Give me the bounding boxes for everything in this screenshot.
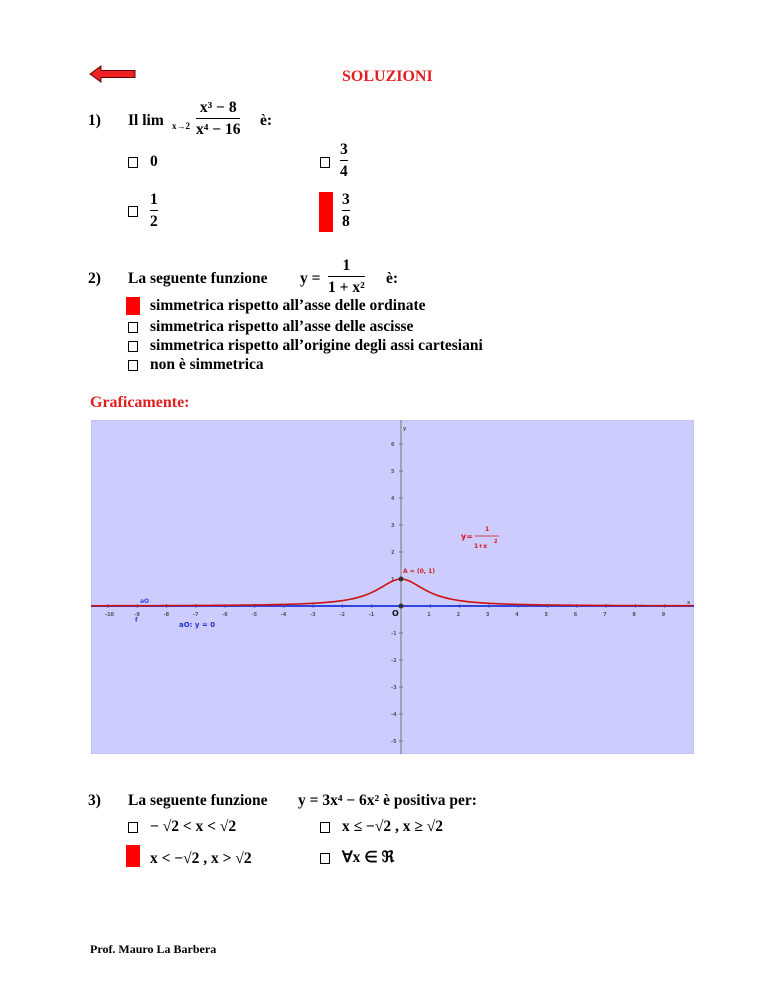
checkbox-q2-opt2[interactable]: [128, 322, 138, 333]
question-1-intro: Il lim: [128, 112, 164, 129]
option-q2-opt2: simmetrica rispetto all’asse delle ascisse: [150, 318, 414, 335]
x-tick-label: 5: [544, 612, 548, 618]
checkbox-q1-opt4-selected[interactable]: [319, 192, 333, 232]
func-label-numerator: 1: [485, 526, 490, 533]
x-tick-label: -9: [134, 612, 140, 618]
x-tick-label: -8: [163, 612, 170, 618]
y-tick-label: 4: [391, 496, 395, 502]
func-label-exponent: 2: [494, 539, 498, 545]
checkbox-q3-opt4[interactable]: [320, 853, 330, 864]
back-arrow-icon[interactable]: [88, 64, 138, 84]
y-tick-label: -1: [391, 631, 397, 637]
checkbox-q1-opt2[interactable]: [320, 157, 330, 168]
asymptote-label: aO: y = 0: [179, 621, 216, 629]
option-q3-opt2: x ≤ −√2 , x ≥ √2: [342, 818, 443, 835]
option-q1-opt3: [150, 190, 158, 231]
asymptote-tag: aO: [140, 598, 150, 605]
function-numerator: 1: [342, 257, 351, 274]
checkbox-q1-opt3[interactable]: [128, 206, 138, 217]
checkbox-q1-opt1[interactable]: [128, 157, 138, 168]
x-tick-label: -3: [310, 612, 316, 618]
y-tick-label: 2: [391, 550, 395, 556]
x-tick-label: 9: [661, 612, 666, 618]
footer-author: Prof. Mauro La Barbera: [90, 942, 217, 956]
y-tick-label: 1: [391, 577, 395, 583]
question-2-tail: è:: [386, 270, 399, 287]
checkbox-q3-opt1[interactable]: [128, 822, 138, 833]
x-tick-label: 7: [603, 612, 607, 618]
x-tick-label: 2: [456, 612, 461, 618]
question-3-intro: La seguente funzione: [128, 792, 268, 809]
question-1-tail: è:: [260, 112, 273, 129]
fraction-numerator: 3: [342, 191, 350, 208]
func-label-denominator: 1+x: [474, 543, 488, 550]
option-q2-opt3: simmetrica rispetto all’origine degli assi cartesiani: [150, 337, 483, 354]
x-tick-label: 1: [427, 612, 431, 618]
checkbox-q2-opt3[interactable]: [128, 341, 138, 352]
option-q1-opt2: [340, 140, 348, 181]
point-a-label: A = (0, 1): [403, 568, 436, 575]
graph-heading: Graficamente:: [90, 394, 190, 411]
option-q3-opt4: ∀x ∈ ℜ: [342, 849, 395, 866]
fraction-denominator: 2: [150, 213, 158, 230]
function-fraction: [328, 256, 365, 297]
function-graph: [91, 420, 694, 754]
option-q1-opt1: 0: [150, 153, 158, 170]
option-q3-opt3: x < −√2 , x > √2: [150, 850, 252, 867]
x-tick-label: -7: [192, 612, 199, 618]
question-2-number: 2): [88, 270, 101, 287]
limit-fraction: [196, 98, 240, 139]
fraction-numerator: 1: [150, 191, 158, 208]
f-label: f: [135, 617, 138, 624]
fraction-denominator: 8: [342, 213, 350, 230]
checkbox-q2-opt1-selected[interactable]: [126, 297, 140, 315]
question-1-number: 1): [88, 112, 101, 129]
y-tick-label: -3: [391, 685, 397, 691]
question-3-expression: y = 3x⁴ − 6x² è positiva per:: [298, 792, 477, 809]
point-a: [399, 577, 404, 582]
y-axis-name: y: [403, 426, 407, 432]
function-lhs: y =: [300, 270, 321, 287]
question-3-number: 3): [88, 792, 101, 809]
x-tick-label: 6: [573, 612, 578, 618]
x-tick-label: -4: [280, 612, 287, 618]
x-tick-label: -10: [105, 612, 115, 618]
x-tick-label: -1: [368, 612, 375, 618]
page-title: SOLUZIONI: [342, 68, 433, 85]
x-tick-label: 8: [632, 612, 636, 618]
x-tick-label: -6: [222, 612, 228, 618]
limit-subscript: x→2: [172, 121, 190, 131]
y-tick-label: 6: [391, 442, 395, 448]
func-label-lhs: y=: [461, 532, 473, 541]
checkbox-q3-opt3-selected[interactable]: [126, 845, 140, 867]
origin-label: O: [392, 609, 399, 618]
limit-denominator: x⁴ − 16: [196, 121, 241, 138]
function-denominator: 1 + x²: [328, 279, 365, 296]
x-tick-label: -5: [251, 612, 258, 618]
question-2-intro: La seguente funzione: [128, 270, 268, 287]
y-tick-label: 5: [391, 469, 395, 475]
limit-numerator: x³ − 8: [199, 99, 237, 116]
checkbox-q3-opt2[interactable]: [320, 822, 330, 833]
y-tick-label: 3: [391, 523, 395, 529]
y-tick-label: -5: [391, 739, 397, 745]
x-tick-label: 3: [485, 612, 490, 618]
fraction-denominator: 4: [340, 163, 348, 180]
fraction-numerator: 3: [340, 141, 348, 158]
x-tick-label: -2: [339, 612, 345, 618]
option-q3-opt1: − √2 < x < √2: [150, 818, 237, 835]
x-axis-name: x: [687, 600, 691, 606]
y-tick-label: -4: [391, 712, 397, 718]
option-q2-opt4: non è simmetrica: [150, 356, 264, 373]
y-tick-label: -2: [391, 658, 397, 664]
origin-point: [399, 604, 404, 609]
option-q2-opt1: simmetrica rispetto all’asse delle ordinate: [150, 297, 426, 314]
checkbox-q2-opt4[interactable]: [128, 360, 138, 371]
option-q1-opt4: [342, 190, 350, 231]
x-tick-label: 4: [515, 612, 519, 618]
